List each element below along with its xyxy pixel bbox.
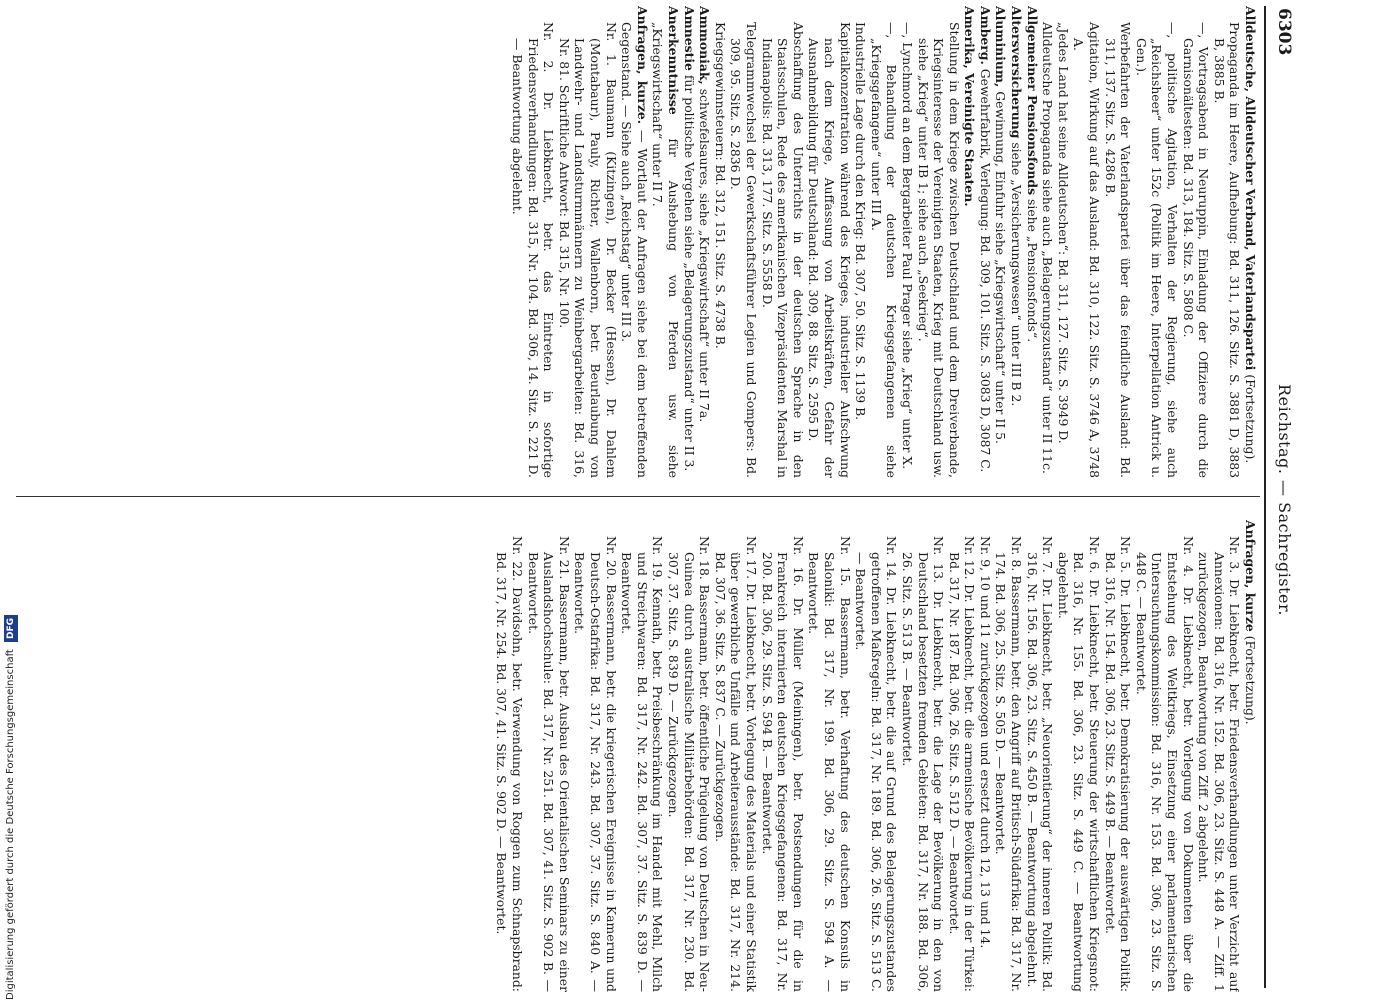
index-entry <box>1211 6 1242 478</box>
entry-keyword: Anfragen, kurze. <box>634 6 650 125</box>
index-entry <box>946 520 977 992</box>
index-entry <box>1055 6 1071 478</box>
index-entry <box>556 6 618 478</box>
index-entry <box>977 6 993 478</box>
index-entry <box>1196 520 1243 992</box>
index-entry <box>1133 520 1195 992</box>
entry-text: Telegrammwechsel der Gewerkschaftsführer Legien und Gompers: Bd. 309, 95. Sitz. S. 2836 D. <box>728 22 759 478</box>
index-entry <box>853 520 900 992</box>
entry-text: Kapitalkonzentration während des Krieges, industrieller Aufschwung nach dem Kriege, Auffassung von Arbeitskräften, Gefahr der Ausnahmebildung für Deutschland: Bd. 309, 88. Sitz. S. 2595 D. <box>806 22 853 478</box>
entry-text: —, Vortragsabend in Neuruppin, Einladung der Offiziere durch die Garnisonältesten: Bd. 313, 184. Sitz. S. 5808 C. <box>1180 22 1212 478</box>
entry-text: Gewinnung, Einfuhr siehe „Kriegswirtschaft“ unter II 5. <box>993 87 1009 444</box>
entry-text: Kriegsgewinnsteuern: Bd. 312, 151. Sitz. S. 4738 B. <box>712 22 728 349</box>
entry-text: siehe „Pensionsfonds“. <box>1024 195 1040 343</box>
index-entry <box>494 520 525 992</box>
index-entry <box>759 6 806 478</box>
entry-text: (Fortsetzung). <box>1243 631 1258 725</box>
index-entry <box>1040 6 1056 478</box>
index-entry <box>510 6 557 478</box>
index-column-left <box>18 6 1258 478</box>
index-entry <box>1009 6 1025 478</box>
footer-credit-text: Digitalisierung gefördert durch die Deutsche Forschungsgemeinschaft <box>5 649 16 1000</box>
entry-text: Nr. 7. Dr. Liebknecht, betr. „Neuorientierung“ der inneren Politik: Bd. 316, Nr. 156. Bd. 306, 23. Sitz. S. 450 B. — Beantwortung abgelehnt. <box>1024 536 1056 992</box>
entry-text: Nr. 20. Bassermann, betr. die kriegerischen Ereignisse in Kamerun und Deutsch-Ostafrika: Bd. 317, Nr. 243. Bd. 307, 37. Sitz. S. 840 A. — Beantwortet. <box>572 536 619 992</box>
entry-keyword: Allgemeiner Pensionsfonds <box>1024 6 1040 196</box>
entry-keyword: Amnestie <box>681 6 697 71</box>
entry-text: Nr. 2. Dr. Liebknecht, betr. das Eintreten in sofortige Friedensverhandlungen: Bd. 315, Nr. 104. Bd. 306, 14. Sitz. S. 221 D. — Beantwortung abgelehnt. <box>510 22 557 478</box>
index-entry <box>806 6 853 478</box>
entry-keyword: Anfragen, kurze <box>1243 520 1258 632</box>
entry-text: siehe „Versicherungswesen“ unter III B 2. <box>1009 138 1025 407</box>
entry-keyword: Aluminium, <box>993 6 1009 88</box>
entry-text: Nr. 22. Davidsohn, betr. Verwendung von Roggen zum Schnapsbrand: Bd. 317, Nr. 254. Bd. 307, 41. Sitz. S. 902 D. — Beantwortet. <box>494 536 526 992</box>
index-entry <box>993 6 1009 478</box>
entry-text: Industrielle Lage durch den Krieg: Bd. 307, 50. Sitz. S. 1139 B. <box>853 22 869 421</box>
entry-text: Nr. 6. Dr. Liebknecht, betr. Steuerung der wirtschaftlichen Kriegsnot: Bd. 316, Nr. 155. Bd. 306, 23. Sitz. S. 449 C. — Beantwortung abgelehnt. <box>1055 536 1103 992</box>
index-entry <box>1242 520 1258 992</box>
entry-text: Nr. 13. Dr. Liebknecht, betr. die Lage der Bevölkerung in den von Deutschland besetzten fremden Gebieten: Bd. 317, Nr. 188. Bd. 306, 26. Sitz. S. 513 B. — Beantwortet. <box>899 536 947 992</box>
entry-text: Gewehrfabrik, Verlegung: Bd. 309, 101. Sitz. S. 3083 D, 3087 C. <box>977 64 993 473</box>
entry-text: Nr. 1. Baumann (Kitzingen), Dr. Becker (Hessen), Dr. Dahlem (Montabaur), Pauly, Richter, Wallenborn, betr. Beurlaubung von Landwehr- und Landsturmmännern zu Weinbergarbeiten: Bd. 316, Nr. 81. Schriftliche Antwort: Bd. 315, Nr. 100. <box>556 22 619 478</box>
index-entry <box>1133 6 1180 478</box>
index-entry <box>993 520 1024 992</box>
index-entry <box>525 520 572 992</box>
entry-text: Propaganda im Heere, Aufhebung: Bd. 311, 126. Sitz. S. 3881 D, 3883 B, 3885 B. <box>1211 22 1243 478</box>
entry-text: Nr. 19. Kennath, betr. Preisbeschränkung im Handel mit Mehl, Milch und Streichwaren: Bd. 317, Nr. 242. Bd. 307, 37. Sitz. S. 839 D. — Beantwortet. <box>619 536 666 992</box>
entry-text: —, politische Agitation, Verhalten der Regierung, siehe auch „Reichsheer“ unter 152c (Politik im Heere, Interpellation Antrick u. Gen.). <box>1133 22 1181 478</box>
entry-keyword: Anerkenntnisse <box>666 6 682 115</box>
footer-credit <box>0 0 22 1000</box>
running-title: Reichstag. — Sachregister. <box>1275 384 1294 616</box>
entry-text: —, Lynchmord an dem Bergarbeiter Paul Prager siehe „Krieg“ unter X. <box>899 22 915 470</box>
index-entry <box>650 6 681 478</box>
index-entry <box>962 6 978 478</box>
entry-text: schwefelsaures, siehe „Kriegswirtschaft“ unter II 7a. <box>697 84 713 423</box>
index-entry <box>1180 6 1211 478</box>
entry-text: für Aushebung von Pferden usw. siehe „Kriegswirtschaft“ unter II 7. <box>650 22 682 478</box>
column-divider <box>16 496 1260 497</box>
index-entry <box>697 6 713 478</box>
entry-text: Nr. 12. Dr. Liebknecht, betr. die armenische Bevölkerung in der Türkei: Bd. 317, Nr. 187. Bd. 306, 26. Sitz. S. 512 D. — Beantwortet. <box>946 536 978 992</box>
index-entry <box>899 520 946 992</box>
index-entry <box>1102 520 1133 992</box>
index-entry <box>1242 6 1258 478</box>
index-entry <box>1055 520 1102 992</box>
entry-text: Nr. 3. Dr. Liebknecht, betr. Friedensverhandlungen unter Verzicht auf Annexionen: Bd. 316, Nr. 152. Bd. 306, 23. Sitz. S. 448 A. — Ziff. 1 zurückgezogen, Beantwortung von Ziff. 2 abgelehnt. <box>1196 536 1243 992</box>
entry-text: Nr. 14. Dr. Liebknecht, betr. die auf Grund des Belagerungszustandes getroffenen Maßregeln: Bd. 317, Nr. 189. Bd. 306, 26. Sitz. S. 513 C. — Beantwortet. <box>853 536 900 992</box>
entry-keyword: Ammoniak, <box>697 6 713 85</box>
entry-text: Nr. 4. Dr. Liebknecht, betr. Vorlegung von Dokumenten über die Entstehung des Weltkriegs, Einsetzung einer parlamentarischen Untersuchungskommission: Bd. 316, Nr. 153. Bd. 306, 23. Sitz. S. 448 C. — Beantwortet. <box>1133 536 1196 992</box>
entry-text: für politische Vergehen siehe „Belagerungszustand“ unter II 3. <box>681 70 697 472</box>
entry-text: Werbefahrten der Vaterlandspartei über das feindliche Ausland: Bd. 311, 137. Sitz. S. 4286 B. <box>1102 22 1134 478</box>
index-entry <box>1024 520 1055 992</box>
entry-text: Agitation, Wirkung auf das Ausland: Bd. 310, 122. Sitz. S. 3746 A, 3748 A. <box>1071 22 1103 478</box>
entry-text: Alldeutsche Propaganda siehe auch „Belagerungszustand“ unter II 11c. <box>1040 22 1056 474</box>
index-entry <box>868 6 899 478</box>
entry-text: Nr. 15. Bassermann, betr. Verhaftung des deutschen Konsuls in Saloniki: Bd. 317, Nr. 199. Bd. 306, 29. Sitz. S. 594 A. — Beantwortet. <box>806 536 853 992</box>
entry-text: Nr. 9, 10 und 11 zurückgezogen und ersetzt durch 12, 13 und 14. <box>977 536 993 949</box>
entry-text: Nr. 17. Dr. Liebknecht, betr. Vorlegung des Materials und einer Statistik über gewerbliche Unfälle und Arbeiterausstände: Bd. 317, Nr. 214. Bd. 307, 36. Sitz. S. 837 C. — Zurückgezogen. <box>712 536 759 992</box>
entry-text: Abschaffung des Unterrichts in der deutschen Sprache in den Staatsschulen, Rede des amerikanischen Vizepräsidenten Marshal in Indianapolis: Bd. 313, 177. Sitz. S. 5558 D. <box>759 22 806 478</box>
index-entry <box>728 6 759 478</box>
page-number: 6303 <box>1274 8 1294 56</box>
entry-keyword: Amberg. <box>977 6 993 65</box>
entry-text: Nr. 21. Bassermann, betr. Ausbau des Orientalischen Seminars zu einer Auslandshochschule: Bd. 317, Nr. 251. Bd. 307, 41. Sitz. S. 902 B. — Beantwortet. <box>525 536 572 992</box>
entry-keyword: Alldeutsche, Alldeutscher Verband, Vaterlandspartei <box>1243 6 1258 371</box>
index-entry <box>619 6 650 478</box>
entry-text: (Fortsetzung). <box>1243 370 1258 464</box>
entry-text: —, Behandlung der deutschen Kriegsgefangenen siehe „Kriegsgefangene“ unter III A. <box>868 22 900 478</box>
index-entry <box>1024 6 1040 478</box>
entry-text: Nr. 18. Bassermann, betr. öffentliche Prügelung von Deutschen in Neu-Guinea durch australische Militärbehörden: Bd. 317, Nr. 230. Bd. 307, 37. Sitz. S. 839 D. — Zurückgezogen. <box>666 536 713 992</box>
index-entry <box>759 520 806 992</box>
entry-keyword: Altersversicherung <box>1009 6 1025 139</box>
index-entry <box>681 6 697 478</box>
entry-keyword: Amerika, Vereinigte Staaten. <box>962 6 978 207</box>
dfg-logo: DFG <box>4 615 18 642</box>
index-entry <box>1102 6 1133 478</box>
entry-text: Nr. 8. Bassermann, betr. den Angriff auf Britisch-Südafrika: Bd. 317, Nr. 174. Bd. 306, 25. Sitz. S. 505 D. — Beantwortet. <box>993 536 1025 992</box>
index-entry <box>915 6 962 478</box>
index-entry <box>572 520 619 992</box>
header-rule <box>1264 6 1266 988</box>
index-entry <box>619 520 666 992</box>
index-entry <box>1071 6 1102 478</box>
entry-text: Stellung in dem Kriege zwischen Deutschland und dem Dreiverbande, Kriegsinteresse der Vereinigten Staaten, Krieg mit Deutschland usw. siehe „Krieg“ unter IB 1; siehe auch „Seekrieg“. <box>915 22 962 478</box>
entry-text: Nr. 16. Dr. Müller (Meiningen), betr. Postsendungen für die in Frankreich internierten deutschen Kriegsgefangenen: Bd. 317, Nr. 200. Bd. 306, 29. Sitz. S. 594 B. — Beantwortet. <box>759 536 806 992</box>
index-entry <box>853 6 869 478</box>
index-entry <box>712 520 759 992</box>
entry-text: „Jedes Land hat seine Alldeutschen“: Bd. 311, 127. Sitz. S. 3949 D. <box>1055 22 1071 444</box>
index-column-right <box>18 520 1258 992</box>
index-entry <box>712 6 728 478</box>
index-entry <box>806 520 853 992</box>
index-entry <box>977 520 993 992</box>
entry-text: — Wortlaut der Anfragen siehe bei dem betreffenden Gegenstand. — Siehe auch „Reichstag“ unter III 3. <box>619 22 650 478</box>
entry-text: Nr. 5. Dr. Liebknecht, betr. Demokratisierung der auswärtigen Politik: Bd. 316, Nr. 154. Bd. 306, 23. Sitz. S. 449 B. — Beantwortet. <box>1102 536 1134 992</box>
index-entry <box>665 520 712 992</box>
index-entry <box>899 6 915 478</box>
